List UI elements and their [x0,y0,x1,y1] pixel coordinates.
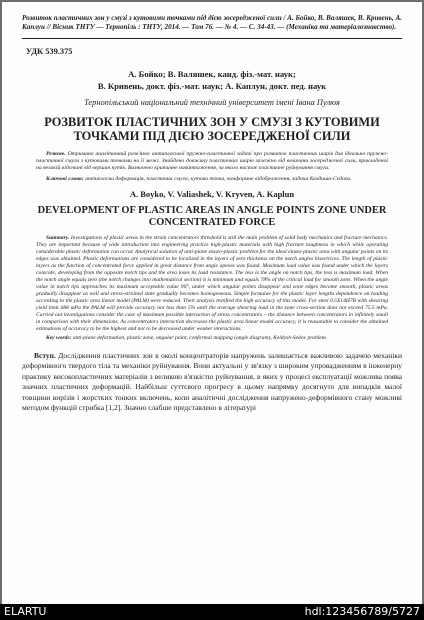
keywords-uk-label: Ключові слова: [46,175,84,182]
summary-label: Summary. [46,234,70,241]
resume-text: Отримано аналітичний розв'язок антиплоської пружно-пластичної задачі про розвиток пластичних шарів для ідеально пружно-пластичної смуги з кутовими точками на її межі. Знайдено довжину пластичних шарів залежно від величини зосередженої сили, прикладеної на великій відстані від вершин кутів. Визначено критичне навантаження, за якого настає пластичне руйнування смуги. [36,151,389,172]
affiliation: Тернопільський національний технічний університет імені Івана Пулюя [84,98,340,107]
footer-repository-name: ELARTU [4,605,47,618]
page-content [22,14,402,414]
keywords-en-paragraph [22,335,402,342]
keywords-en-label: Key words: [46,335,72,342]
header-divider [22,38,402,39]
intro-label: Вступ. [34,350,56,360]
keywords-uk-text: антиплоска деформація, пластична смуга, кутова точка, конформне відображення, задача Келдиша-Сєдова. [85,175,352,182]
summary-paragraph [22,235,402,334]
authors-uk-line-1: А. Бойко; В. Валяшек, канд. фіз.-мат. наук; [128,69,296,79]
intro-text: Дослідження пластичних зон в околі концентраторів напружень залишається важливою задачею механіки деформівного твердого тіла та механіки руйнування. Вони актуальні у зв'язку з широким упровадженням в інженерну практику високопластичних матеріалів з великою в'язкістю руйнування, в яких у процесі експлуатації можлива поява значних пластичних деформацій. Найбільш суттєвого прогресу в цьому напрямку досягнуто для випадків малої товщини вирізів і жорстких тонких включень, коли аналітичні дослідження напружено-деформівного стану можливі методом функцій стрибка [1,2]. Значно слабше представлено в літературі [22,350,403,413]
authors-en: A. Boyko, V. Valiashek, V. Kryven, A. Kaplun [129,188,295,199]
authors-uk-line-2: В. Кривень, докт. фіз.-мат. наук; А. Каплун, докт. пед. наук [97,81,327,91]
keywords-uk-paragraph [22,176,402,183]
resume-paragraph [22,151,402,173]
keywords-en-text: anti-plane deformation, plastic zone, angular point, conformal mapping (angle diagram), Keldysh-Sedov problem. [72,335,328,342]
resume-label: Резюме. [46,151,66,157]
title-en: DEVELOPMENT OF PLASTIC AREAS IN ANGLE POINTS ZONE UNDER CONCENTRATED FORCE [37,204,387,228]
introduction-paragraph [22,351,402,415]
title-uk: РОЗВИТОК ПЛАСТИЧНИХ ЗОН У СМУЗІ З КУТОВИМИ ТОЧКАМИ ПІД ДІЄЮ ЗОСЕРЕДЖЕНОЇ СИЛИ [44,115,380,143]
udc-code: УДК 539.375 [26,47,73,56]
footer-handle-link[interactable]: hdl:123456789/5727 [304,605,420,618]
footer-bar [0,604,424,620]
summary-text: Investigations of plastic areas in the strain concentrators threshold is still the main problem of solid body mechanics and fracture mechanics. They are important because of wide introduction into engineering practice high-plastic materials with high fracture toughness in which while operating considerable plastic deformation can occur. Analytical solution of anti-plane elasto-plastic problem for the ideal elasto-plastic area with angular points on its edges was obtained. Plastic deformations are considered to be localized in the layers of zero thickness on the notch angles bisectrices. The length of plastic layers as the function of concentrated force applied in great distance from angle apexes was found. Maximum load value was found under which the layers coincide, developing from the opposite notch tips and the area loses its load resistance. The less is the angle on notch tips, the less is maximum load. When the notch angle equals zero (the notch changes into mathematical section) it is minimum and equals 78% of the critical load for smooth zone. When the angle value in notch tips approaches its maximum acceptable value 90°, under which angular points disappear and zone edges become smooth, plastic areas gradually disappear as well and stress-strained state gradually becomes homogeneous. Simple formulae for the plastic layer lengths dependence on loading according to the plastic area linear model (PALM) were reduced. Their analysis testified the high accuracy of this model. For steel 0.5X14H7B with shearing yield limit 688 mPa the PALM will provide accuracy not less than 5% until the average shearing load in the zone cross-section does not exceed 75.5 mPa. Carried out investigations consider the case of maximum possible interaction of stress concentrators – the distance between concentrators in infinitely small in comparison with their dimensions. As concentrators interaction decreases the plastic area linear model accuracy, it is reasonable to consider the obtained estimations of accuracy to be the highest and not to be decreased under weaker interactions. [36,234,388,333]
citation-header: Розвиток пластичних зон у смузі з кутовими точками під дією зосередженої сили / А. Бойко, В. Валяшек, В. Кривень, А. Каплун // Вісник ТНТУ — Тернопіль : ТНТУ, 2014. — Том 76. — № 4. — С. 34-43. — (Механіка та матеріалознавство). [22,14,402,31]
